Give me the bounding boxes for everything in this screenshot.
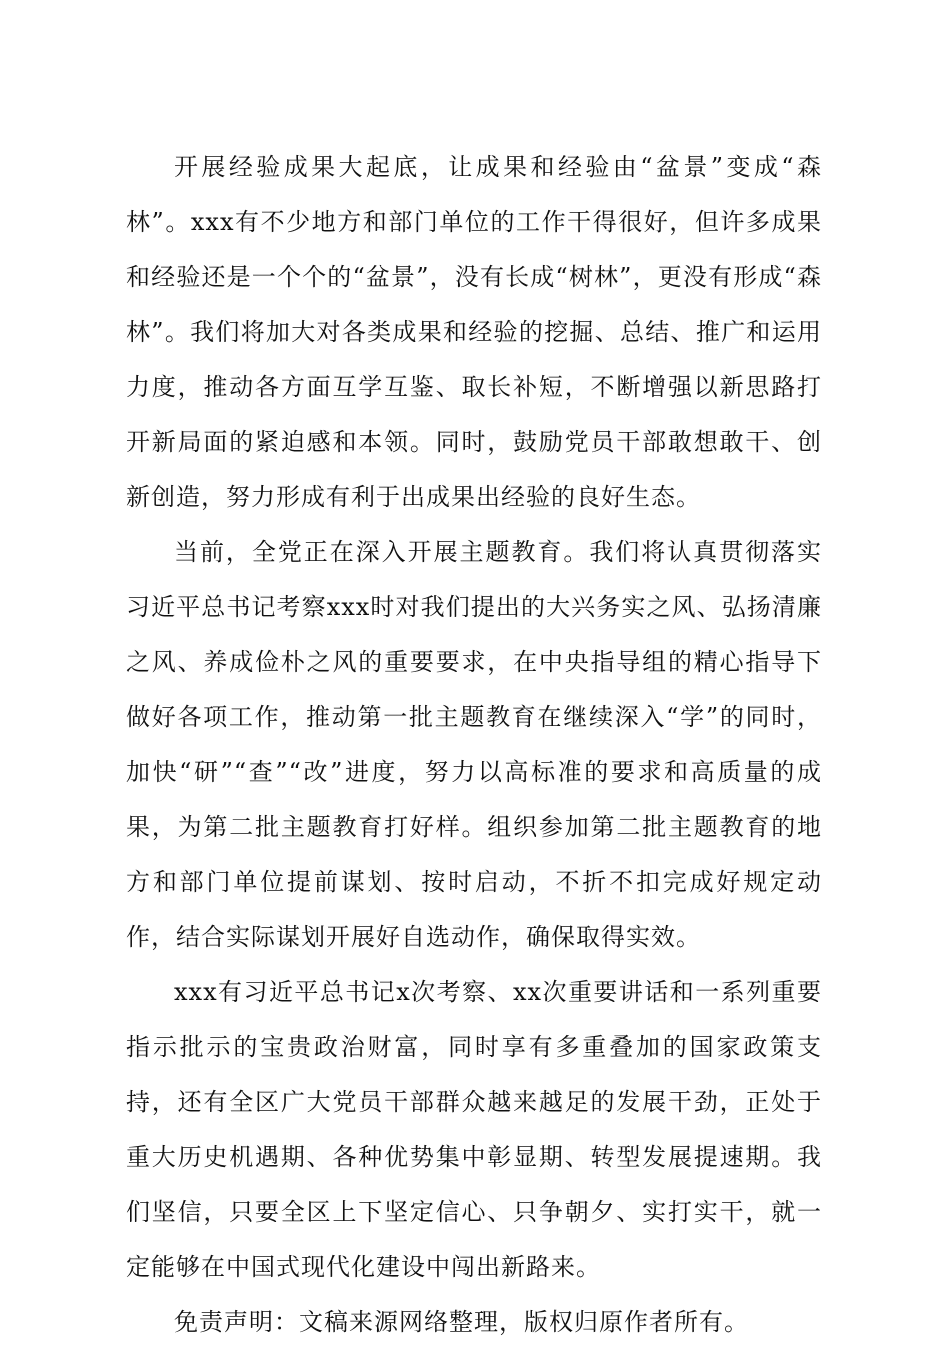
paragraph-experience-results: 开展经验成果大起底，让成果和经验由“盆景”变成“森林”。xxx有不少地方和部门单位的工作干得很好，但许多成果和经验还是一个个的“盆景”，没有长成“树林”，更没有形成“森林”。我们将加大对各类成果和经验的挖掘、总结、推广和运用力度，推动各方面互学互鉴、取长补短，不断增强以新思路打开新局面的紧迫感和本领。同时，鼓励党员干部敢想敢干、创新创造，努力形成有利于出成果出经验的良好生态。: [126, 153, 822, 511]
disclaimer-paragraph: 免责声明：文稿来源网络整理，版权归原作者所有。: [174, 1308, 749, 1336]
document-body: [126, 140, 822, 1350]
paragraph-theme-education: 当前，全党正在深入开展主题教育。我们将认真贯彻落实习近平总书记考察xxx时对我们提出的大兴务实之风、弘扬清廉之风、养成俭朴之风的重要要求，在中央指导组的精心指导下做好各项工作，推动第一批主题教育在继续深入“学”的同时，加快“研”“查”“改”进度，努力以高标准的要求和高质量的成果，为第二批主题教育打好样。组织参加第二批主题教育的地方和部门单位提前谋划、按时启动，不折不扣完成好规定动作，结合实际谋划开展好自选动作，确保取得实效。: [126, 538, 822, 951]
paragraph-development-confidence: xxx有习近平总书记x次考察、xx次重要讲话和一系列重要指示批示的宝贵政治财富，同时享有多重叠加的国家政策支持，还有全区广大党员干部群众越来越足的发展干劲，正处于重大历史机遇期、各种优势集中彰显期、转型发展提速期。我们坚信，只要全区上下坚定信心、只争朝夕、实打实干，就一定能够在中国式现代化建设中闯出新路来。: [126, 978, 822, 1281]
